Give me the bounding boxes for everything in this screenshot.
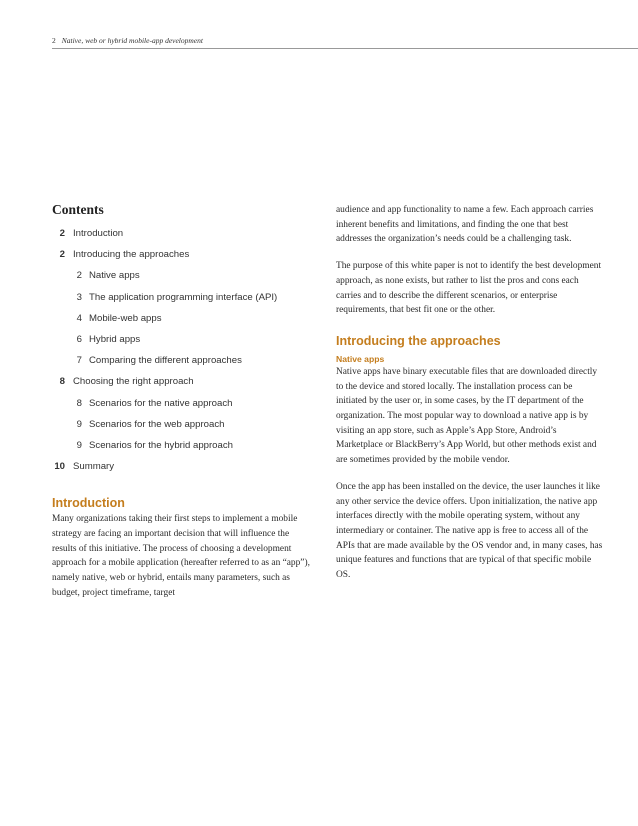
running-title: Native, web or hybrid mobile-app development [61,36,203,45]
toc-page-number: 9 [76,418,82,430]
toc-label: Summary [73,461,115,473]
toc-page-number: 6 [76,333,82,345]
toc-item-comparing-approaches[interactable] [52,355,314,376]
toc-item-introducing-approaches[interactable] [52,249,314,270]
toc-item-scenarios-hybrid[interactable] [52,440,314,461]
toc-page-number: 2 [59,249,65,261]
header-rule [52,48,638,49]
introduction-heading: Introduction [52,496,125,511]
toc-page-number: 4 [76,312,82,324]
intro-continued-paragraph: audience and app functionality to name a few. Each approach carries inherent benefits and limitations, and finding the one that best addresses the organization’s needs could be a challenging task. [336,205,594,245]
toc-label: Scenarios for the native approach [89,397,233,409]
introduction-section [52,496,314,600]
toc-label: Comparing the different approaches [89,355,242,367]
toc-item-mobile-web-apps[interactable] [52,313,314,334]
native-launch-paragraph: Once the app has been installed on the device, the user launches it like any other service the device offers. Upon initialization, the native app interfaces directly with the mobile operating system, without any intermediary or container. The native app is free to access all of the APIs that are made available by the OS vendor and, in many cases, has unique features and functions that are typical of that specific mobile OS. [336,481,603,581]
toc-page-number: 2 [59,228,65,239]
toc-page-number: 2 [76,270,82,282]
toc-item-native-apps[interactable] [52,270,314,291]
introducing-approaches-heading: Introducing the approaches [336,333,501,348]
toc-label: Introduction [73,228,124,239]
toc-item-scenarios-native[interactable] [52,398,314,419]
toc-label: Scenarios for the web approach [89,418,225,430]
running-header [52,36,203,45]
toc-item-api[interactable] [52,292,314,313]
toc-item-scenarios-web[interactable] [52,419,314,440]
native-apps-paragraph: Native apps have binary executable files that are downloaded directly to the device and stored locally. The installation process can be initiated by the user or, in some cases, by the IT department of the organization. The most popular way to download a native app is by visiting an app store, such as Apple’s App Store, Android’s Marketplace or BlackBerry’s App World, but other methods exist and are sometimes provided by the mobile vendor. [336,366,598,466]
toc-page-number: 8 [76,397,82,409]
toc-label: Introducing the approaches [73,249,190,261]
page-number: 2 [52,36,56,45]
toc-page-number: 7 [76,355,82,367]
left-column [52,202,314,600]
contents-title: Contents [52,202,104,217]
toc-label: Hybrid apps [89,333,141,345]
introduction-paragraph: Many organizations taking their first steps to implement a mobile strategy are facing an important decision that will influence the results of this initiative. The process of choosing a development approach for a mobile application (hereafter referred to as an “app”), namely native, web or hybrid, entails many parameters, such as budget, project timeframe, target [52,514,310,598]
toc-item-introduction[interactable] [52,228,314,249]
toc-label: Choosing the right approach [73,376,194,388]
toc-page-number: 9 [76,439,82,451]
toc-page-number: 10 [54,461,65,473]
toc-label: Scenarios for the hybrid approach [89,439,233,451]
purpose-paragraph: The purpose of this white paper is not to identify the best development approach, as none exists, but rather to list the pros and cons each carries and to describe the different scenarios, or enterprise requirements, that best fit one or the other. [336,261,602,316]
toc-label: Mobile-web apps [89,312,162,324]
right-column [336,203,604,583]
toc-page-number: 3 [76,291,82,303]
table-of-contents [52,228,314,482]
toc-page-number: 8 [59,376,65,388]
toc-item-hybrid-apps[interactable] [52,334,314,355]
toc-item-summary[interactable] [52,461,314,482]
toc-label: The application programming interface (API) [89,291,278,303]
toc-label: Native apps [89,270,140,282]
toc-item-choosing-approach[interactable] [52,376,314,397]
native-apps-heading: Native apps [336,353,385,364]
